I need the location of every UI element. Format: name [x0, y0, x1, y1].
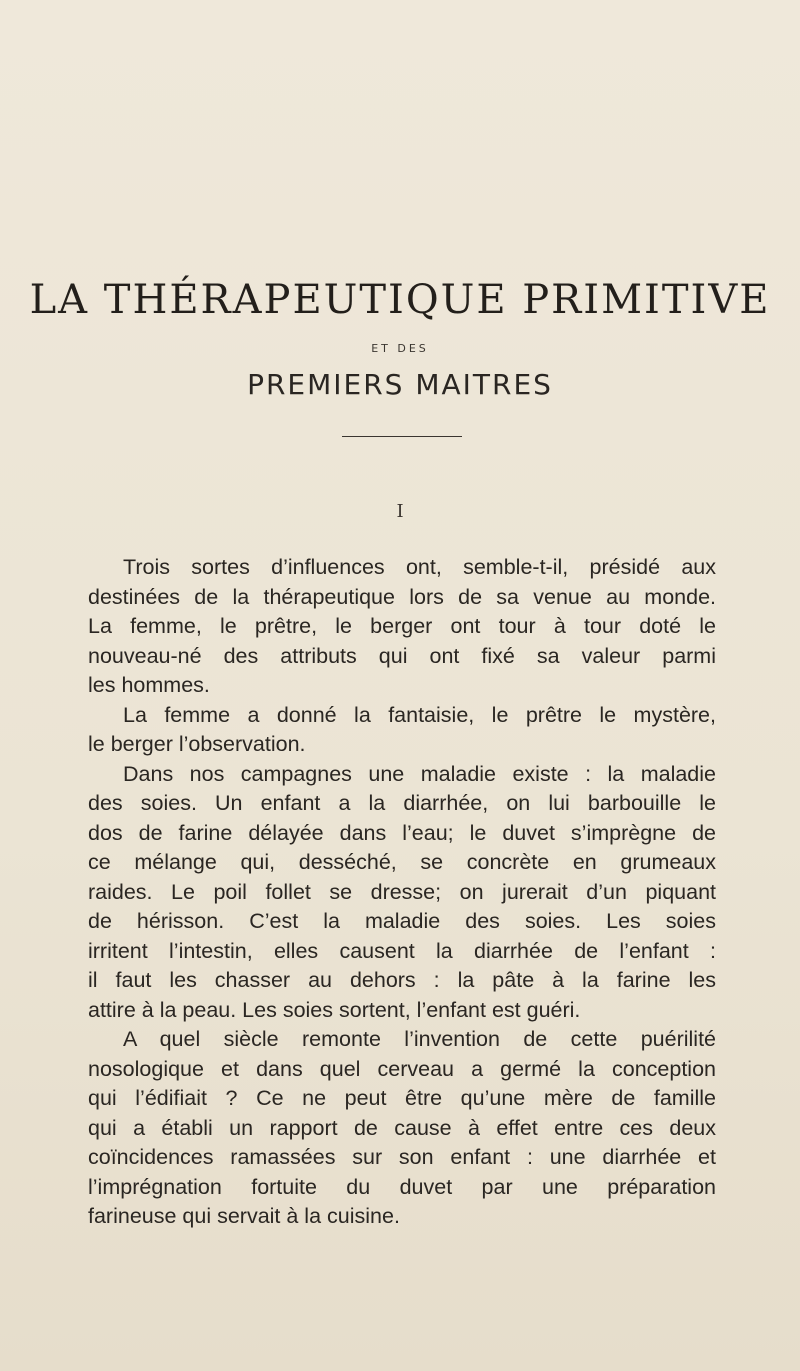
text-line: il faut les chasser au dehors : la pâte à la farine les	[88, 968, 716, 992]
text-line: les hommes.	[88, 673, 210, 697]
divider-rule	[342, 436, 462, 437]
body-text	[88, 553, 716, 1232]
text-line: La femme a donné la fantaisie, le prêtre le mystère,	[123, 702, 716, 727]
section-number: I	[396, 501, 404, 522]
text-line: Dans nos campagnes une maladie existe : la maladie	[123, 761, 716, 786]
text-line: de hérisson. C’est la maladie des soies. Les soies	[88, 909, 716, 933]
text-line: qui a établi un rapport de cause à effet entre ces deux	[88, 1115, 716, 1140]
text-line: A quel siècle remonte l’invention de cette puérilité	[123, 1027, 716, 1051]
text-line: Trois sortes d’influences ont, semble-t-il, présidé aux	[123, 555, 716, 579]
subtitle-connector: ET DES	[371, 342, 429, 355]
text-line: des soies. Un enfant a la diarrhée, on lui barbouille le	[88, 791, 716, 815]
text-line: nosologique et dans quel cerveau a germé la conception	[88, 1056, 716, 1081]
text-line: irritent l’intestin, elles causent la diarrhée de l’enfant :	[88, 938, 716, 963]
text-line: La femme, le prêtre, le berger ont tour à tour doté le	[88, 614, 716, 638]
text-line: coïncidences ramassées sur son enfant : une diarrhée et	[88, 1145, 716, 1169]
text-line: l’imprégnation fortuite du duvet par une préparation	[88, 1174, 716, 1199]
text-line: raides. Le poil follet se dresse; on jurerait d’un piquant	[88, 879, 716, 904]
text-line: ce mélange qui, desséché, se concrète en grumeaux	[88, 850, 716, 874]
text-line: qui l’édifiait ? Ce ne peut être qu’une mère de famille	[88, 1086, 716, 1110]
text-line: attire à la peau. Les soies sortent, l’enfant est guéri.	[88, 997, 581, 1022]
text-line: destinées de la thérapeutique lors de sa venue au monde.	[88, 584, 716, 609]
text-line: le berger l’observation.	[88, 732, 306, 756]
text-line: farineuse qui servait à la cuisine.	[88, 1204, 400, 1228]
text-line: nouveau-né des attributs qui ont fixé sa valeur parmi	[88, 643, 716, 668]
page-subtitle: PREMIERS MAITRES	[247, 368, 553, 401]
text-line: dos de farine délayée dans l’eau; le duvet s’imprègne de	[88, 820, 716, 845]
page-title: LA THÉRAPEUTIQUE PRIMITIVE	[29, 277, 771, 323]
